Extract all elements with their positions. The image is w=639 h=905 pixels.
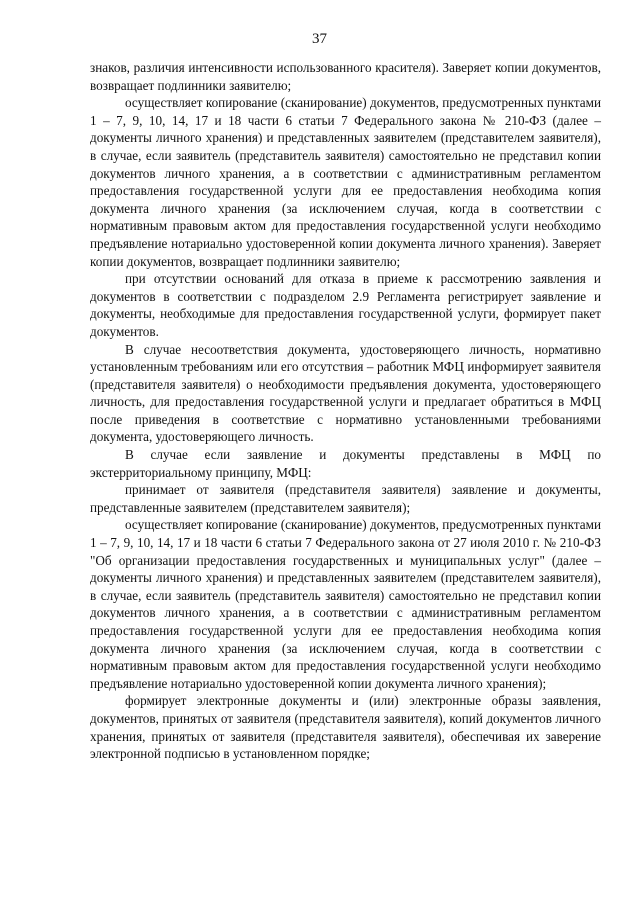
- paragraph-8: формирует электронные документы и (или) электронные образы заявления, документов, принятых от заявителя (представителя заявителя), копий документов личного хранения, принятых от заявителя (представителя заявителя), обеспечивая их заверение электронной подписью в установленном порядке;: [90, 693, 601, 762]
- paragraph-1: знаков, различия интенсивности использованного красителя). Заверяет копии документов, возвращает подлинники заявителю;: [90, 60, 601, 93]
- paragraph-4: В случае несоответствия документа, удостоверяющего личность, нормативно установленным требованиям или его отсутствия – работник МФЦ информирует заявителя (представителя заявителя) о необходимости предъявления документа, удостоверяющего личность, для предоставления государственной услуги и предлагает обратиться в МФЦ после приведения в соответствие с нормативно установленными требованиями документа, удостоверяющего личность.: [90, 341, 601, 445]
- paragraph-2: осуществляет копирование (сканирование) документов, предусмотренных пунктами 1 – 7, 9, 10, 14, 17 и 18 части 6 статьи 7 Федерального закона № 210-ФЗ (далее – документы личного хранения) и представленных заявителем (представителем заявителя), в случае, если заявитель (представитель заявителя) самостоятельно не представил копии документов личного хранения, а в соответствии с административным регламентом предоставления государственной услуги для ее предоставления необходима копия документа личного хранения (за исключением случая, когда в соответствии с нормативным правовым актом для предоставления государственной услуги необходимо предъявление нотариально удостоверенной копии документа личного хранения). Заверяет копии документов, возвращает подлинники заявителю;: [90, 95, 601, 269]
- page-number: 37: [312, 31, 327, 47]
- paragraph-5: В случае если заявление и документы представлены в МФЦ по экстерриториальному принципу, МФЦ:: [90, 447, 601, 480]
- paragraph-3: при отсутствии оснований для отказа в приеме к рассмотрению заявления и документов в соответствии с подразделом 2.9 Регламента регистрирует заявление и документы, необходимые для предоставления государственной услуги, формирует пакет документов.: [90, 271, 601, 339]
- page-body: [90, 59, 601, 763]
- paragraph-7: осуществляет копирование (сканирование) документов, предусмотренных пунктами 1 – 7, 9, 10, 14, 17 и 18 части 6 статьи 7 Федерального закона от 27 июля 2010 г. № 210-ФЗ "Об организации предоставления государственных и муниципальных услуг" (далее – документы личного хранения) и представленных заявителем (представителем заявителя), в случае, если заявитель (представитель заявителя) самостоятельно не представил копии документов личного хранения, а в соответствии с административным регламентом предоставления государственной услуги для ее предоставления необходима копия документа личного хранения (за исключением случая, когда в соответствии с нормативным правовым актом для предоставления государственной услуги необходимо предъявление нотариально удостоверенной копии документа личного хранения);: [90, 517, 601, 691]
- paragraph-6: принимает от заявителя (представителя заявителя) заявление и документы, представленные заявителем (представителем заявителя);: [90, 482, 601, 515]
